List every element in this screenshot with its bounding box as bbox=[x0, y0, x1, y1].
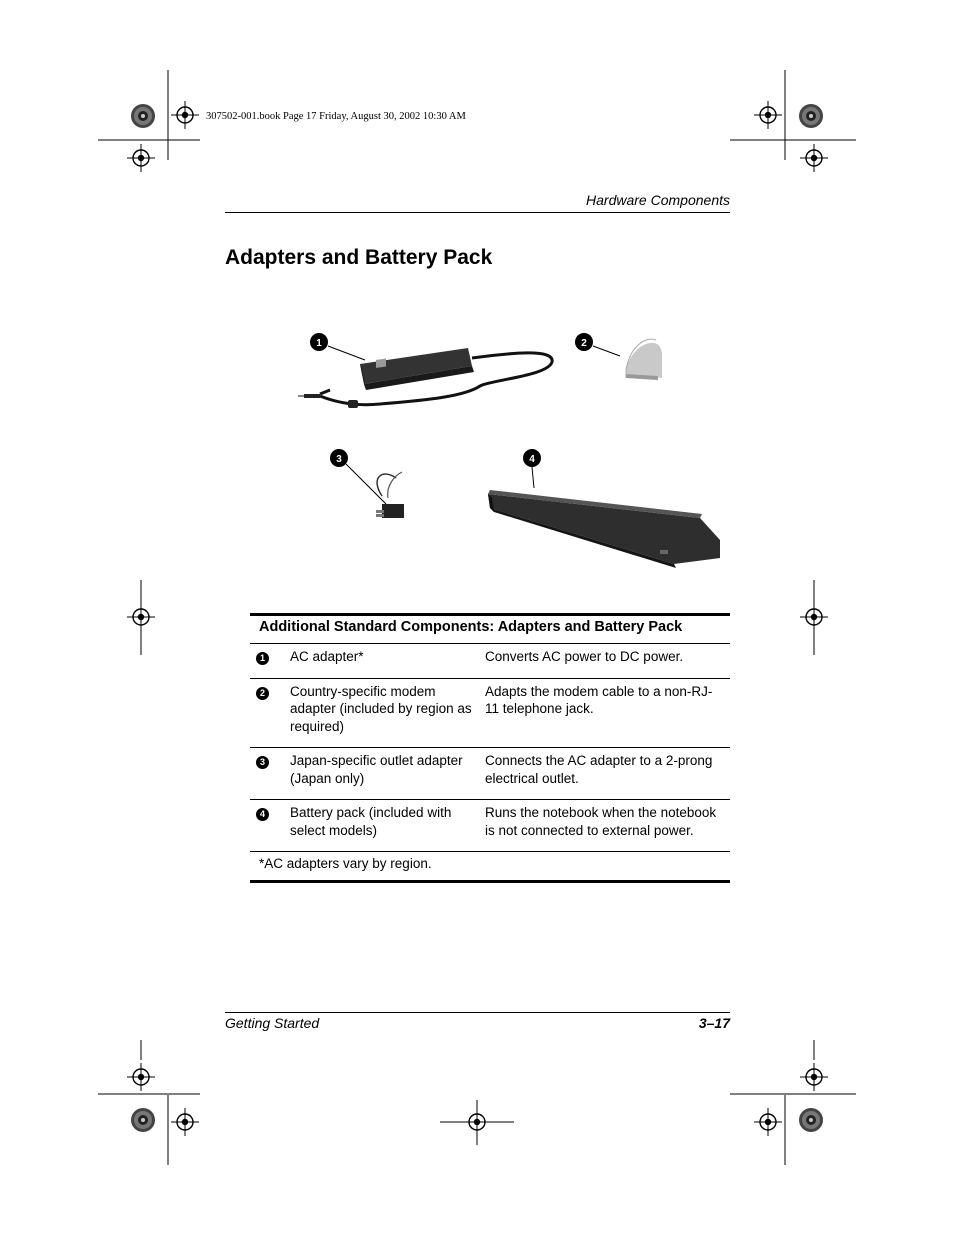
callout-3 bbox=[330, 449, 386, 504]
footer-rule bbox=[225, 1012, 730, 1013]
page-title: Adapters and Battery Pack bbox=[225, 246, 493, 269]
ac-adapter-image bbox=[298, 348, 552, 408]
callout-3-label: 3 bbox=[336, 454, 342, 465]
callout-2 bbox=[575, 333, 620, 356]
table-row bbox=[250, 644, 730, 679]
item-number: 3 bbox=[256, 756, 269, 769]
modem-adapter-image bbox=[626, 339, 662, 380]
components-table bbox=[250, 613, 730, 883]
component-name: AC adapter* bbox=[284, 644, 479, 679]
table-row bbox=[250, 748, 730, 800]
print-slug: 307502-001.book Page 17 Friday, August 30, 2002 10:30 AM bbox=[206, 111, 466, 122]
component-description: Connects the AC adapter to a 2-prong electrical outlet. bbox=[479, 748, 730, 800]
item-number: 1 bbox=[256, 652, 269, 665]
table-row bbox=[250, 800, 730, 852]
table-footnote: *AC adapters vary by region. bbox=[250, 852, 730, 882]
page-number: 3–17 bbox=[698, 1015, 730, 1031]
header-rule bbox=[225, 212, 730, 213]
component-description: Adapts the modem cable to a non-RJ-11 telephone jack. bbox=[479, 678, 730, 748]
component-name: Japan-specific outlet adapter (Japan only) bbox=[284, 748, 479, 800]
callout-4 bbox=[523, 449, 541, 488]
table-caption: Additional Standard Components: Adapters and Battery Pack bbox=[250, 615, 730, 644]
component-description: Converts AC power to DC power. bbox=[479, 644, 730, 679]
outlet-adapter-image bbox=[376, 472, 404, 518]
callout-4-label: 4 bbox=[529, 454, 535, 465]
components-illustration bbox=[290, 318, 730, 578]
component-name: Battery pack (included with select models) bbox=[284, 800, 479, 852]
callout-1-label: 1 bbox=[316, 338, 322, 349]
callout-1 bbox=[310, 333, 365, 360]
running-head: Hardware Components bbox=[586, 192, 730, 208]
component-name: Country-specific modem adapter (included by region as required) bbox=[284, 678, 479, 748]
component-description: Runs the notebook when the notebook is not connected to external power. bbox=[479, 800, 730, 852]
item-number: 2 bbox=[256, 687, 269, 700]
table-row bbox=[250, 678, 730, 748]
battery-pack-image bbox=[488, 490, 720, 578]
callout-2-label: 2 bbox=[581, 338, 587, 349]
item-number: 4 bbox=[256, 808, 269, 821]
footer-book-title: Getting Started bbox=[225, 1015, 320, 1031]
